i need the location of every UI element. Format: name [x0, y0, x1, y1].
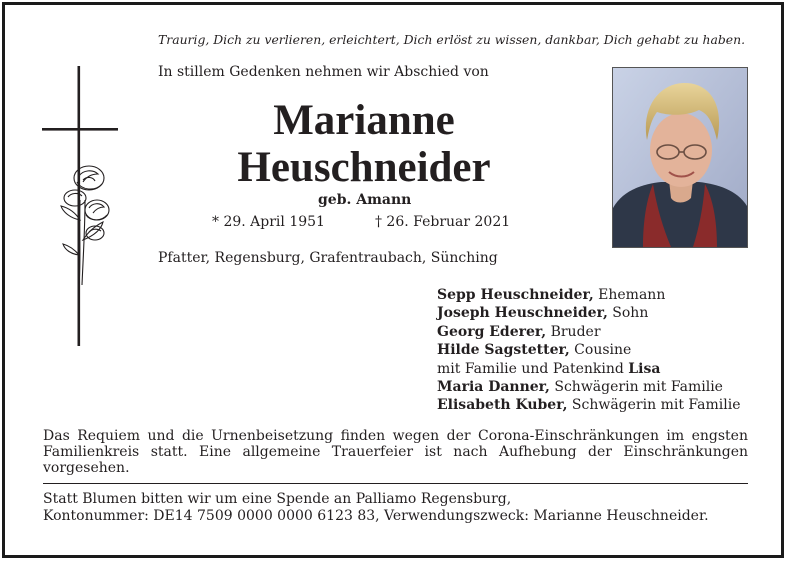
- mourner-item: Georg Ederer, Bruder: [437, 323, 601, 340]
- deceased-first-name: Marianne: [273, 97, 455, 144]
- deceased-last-name: Heuschneider: [237, 144, 491, 191]
- rose-icon: [55, 160, 117, 290]
- mourner-item: Sepp Heuschneider, Ehemann: [437, 287, 666, 303]
- mourner-item: Joseph Heuschneider, Sohn: [437, 305, 649, 322]
- requiem-paragraph: Das Requiem und die Urnenbeisetzung finden wegen der Corona-Einschränkungen im engsten Familienkreis statt. Eine allgemeine Trauerfeier ist nach Aufhebung der Einschränkungen vorgesehen.: [43, 428, 748, 476]
- mourner-item: mit Familie und Patenkind Lisa: [437, 360, 661, 377]
- donation-block: [43, 491, 709, 525]
- intro-text: In stillem Gedenken nehmen wir Abschied von: [158, 64, 489, 80]
- mourner-item: Maria Danner, Schwägerin mit Familie: [437, 379, 723, 396]
- mourner-item: Hilde Sagstetter, Cousine: [437, 342, 632, 359]
- life-dates: [212, 214, 510, 230]
- portrait-photo: [612, 67, 748, 248]
- quote-text: Traurig, Dich zu verlieren, erleichtert, Dich erlöst zu wissen, dankbar, Dich gehabt zu haben.: [158, 32, 746, 47]
- birth-name: geb. Amann: [318, 192, 412, 208]
- death-date: † 26. Februar 2021: [374, 214, 511, 230]
- mourners-list: [437, 286, 741, 415]
- donation-line: Statt Blumen bitten wir um eine Spende an Palliamo Regensburg,: [43, 491, 512, 507]
- mourner-item: Elisabeth Kuber, Schwägerin mit Familie: [437, 397, 741, 414]
- divider: [43, 483, 748, 484]
- birth-date: * 29. April 1951: [212, 214, 325, 230]
- account-line: Kontonummer: DE14 7509 0000 0000 6123 83, Verwendungszweck: Marianne Heuschneider.: [43, 508, 709, 524]
- places-text: Pfatter, Regensburg, Grafentraubach, Sünching: [158, 250, 498, 266]
